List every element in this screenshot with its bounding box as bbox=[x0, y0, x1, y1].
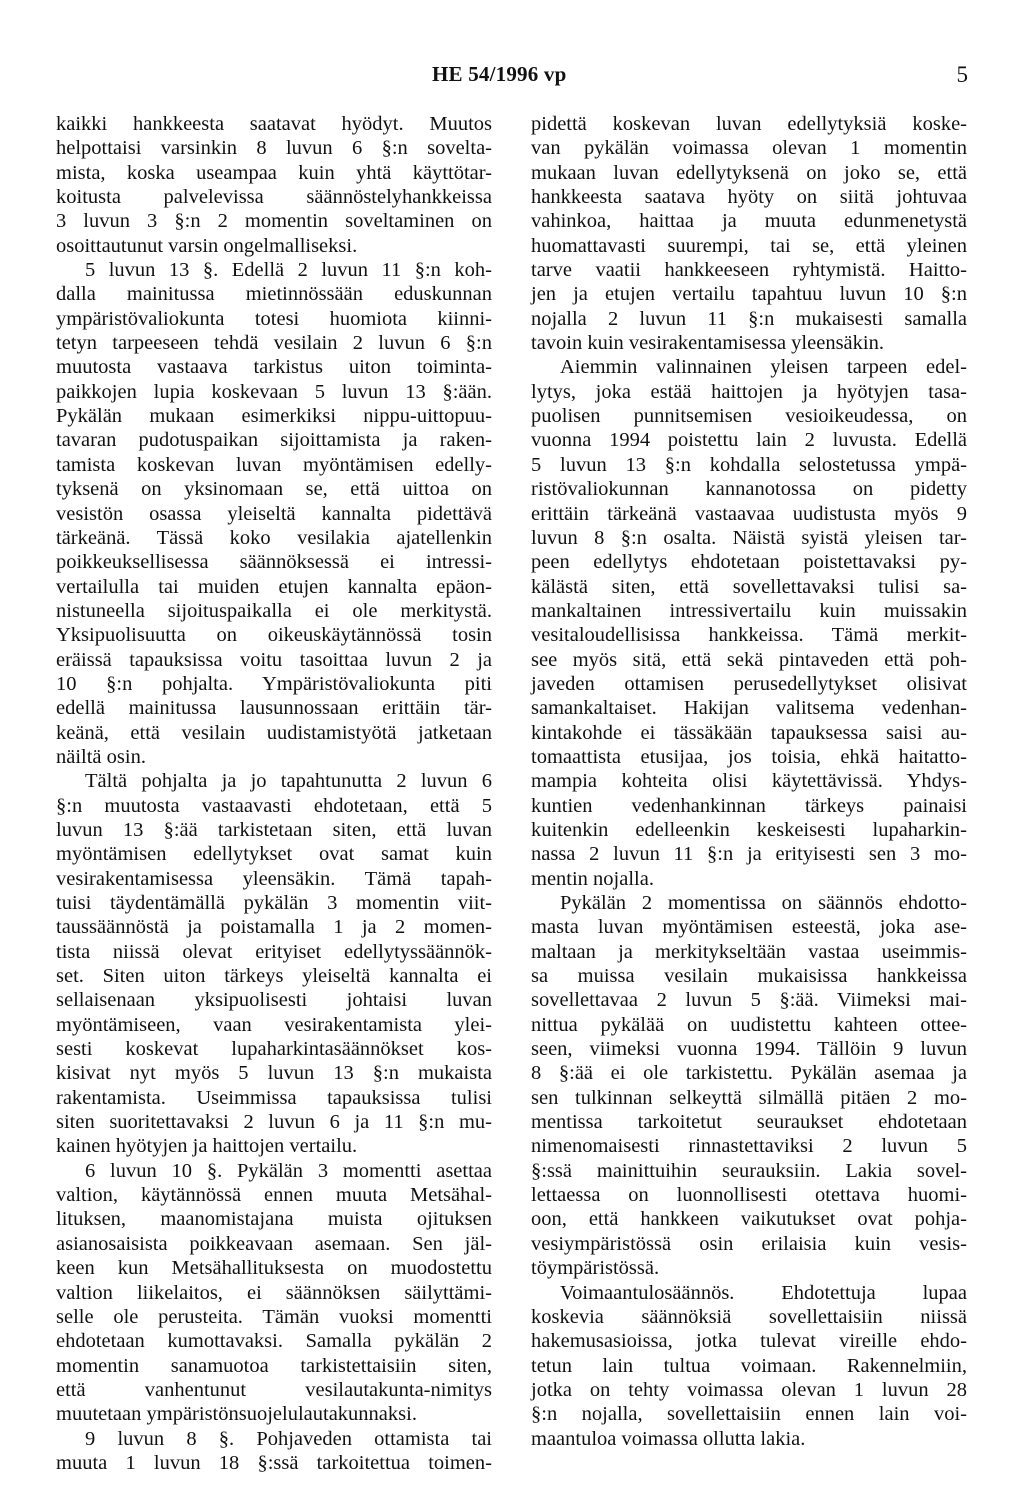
text-line: nimenomaisesti rinnastettaviksi 2 luvun 5 bbox=[531, 1135, 967, 1158]
text-line: poikkeuksellisessa säännöksessä ei intressi- bbox=[56, 551, 492, 574]
text-line: Tältä pohjalta ja jo tapahtunutta 2 luvun 6 bbox=[85, 770, 492, 793]
text-line: vesiympäristössä osin erilaisia kuin vesis- bbox=[531, 1232, 967, 1255]
text-line: kuntien vedenhankinnan tärkeys painaisi bbox=[531, 794, 967, 817]
text-line: kaikki hankkeesta saatavat hyödyt. Muutos bbox=[56, 113, 492, 135]
text-line: koskevia säännöksiä sovellettaisiin niissä bbox=[531, 1305, 967, 1328]
text-line: mukaan luvan edellytyksenä on joko se, että bbox=[531, 161, 967, 184]
text-line: nistuneella sijoituspaikalla ei ole merkitystä. bbox=[56, 599, 492, 622]
text-line: huomattavasti suurempi, tai se, että yleinen bbox=[531, 234, 967, 257]
text-line: see myös sitä, että sekä pintaveden että poh- bbox=[531, 648, 967, 671]
text-line: 6 luvun 10 §. Pykälän 3 momentti asettaa bbox=[85, 1159, 492, 1182]
text-line: 3 luvun 3 §:n 2 momentin soveltaminen on bbox=[56, 210, 492, 233]
text-line: valtion liikelaitos, ei säännöksen säilyttämi- bbox=[56, 1281, 492, 1304]
text-line: myöntämiseen, vaan vesirakentamista ylei- bbox=[56, 1013, 492, 1036]
text-line: muutetaan ympäristönsuojelulautakunnaksi. bbox=[56, 1403, 417, 1426]
text-line: siten suoritettavaksi 2 luvun 6 ja 11 §:n mu- bbox=[56, 1111, 492, 1134]
text-line: peen edellytys ehdotetaan poistettavaksi py- bbox=[531, 551, 967, 574]
text-line: tavaran pudotuspaikan sijoittamista ja raken- bbox=[56, 429, 492, 452]
text-line: muutosta vastaava tarkistus uiton toiminta- bbox=[56, 356, 492, 379]
text-line: 5 luvun 13 §:n kohdalla selostetussa ympä- bbox=[531, 453, 967, 476]
text-line: mista, koska useampaa kuin yhtä käyttötar- bbox=[56, 161, 492, 184]
text-line: että vanhentunut vesilautakunta-nimitys bbox=[56, 1378, 492, 1401]
text-line: jotka on tehty voimassa olevan 1 luvun 28 bbox=[531, 1378, 967, 1401]
text-line: kainen hyötyjen ja haittojen vertailu. bbox=[56, 1135, 358, 1158]
text-line: tetyn tarpeeseen tehdä vesilain 2 luvun 6 §:n bbox=[56, 332, 492, 355]
text-line: näiltä osin. bbox=[56, 745, 146, 768]
text-line: sellaisenaan yksipuolisesti johtaisi luvan bbox=[56, 989, 492, 1012]
text-line: sesti koskevat lupaharkintasäännökset kos- bbox=[56, 1038, 492, 1061]
text-line: mampia kohteita olisi käytettävissä. Yhdys- bbox=[531, 770, 967, 793]
text-line: rakentamista. Useimmissa tapauksissa tulisi bbox=[56, 1086, 492, 1109]
text-column-right bbox=[531, 112, 967, 1451]
text-line: dalla mainitussa mietinnössään eduskunnan bbox=[56, 283, 492, 306]
page-header bbox=[0, 62, 1024, 92]
text-line: ristövaliokunnan kannanotossa on pidetty bbox=[531, 478, 967, 501]
text-line: 5 luvun 13 §. Edellä 2 luvun 11 §:n koh- bbox=[85, 259, 492, 282]
text-line: lettaessa on luonnollisesti otettava huomi- bbox=[531, 1184, 967, 1207]
text-line: javeden ottamisen perusedellytykset olisivat bbox=[531, 672, 967, 695]
text-line: hakemusasioissa, jotka tulevat vireille ehdo- bbox=[531, 1330, 967, 1353]
text-line: tärkeänä. Tässä koko vesilakia ajatellenkin bbox=[56, 526, 492, 549]
text-line: tista niissä olevat erityiset edellytyssäännök- bbox=[56, 940, 492, 963]
text-line: vesitaloudellisissa hankkeissa. Tämä merkit- bbox=[531, 624, 967, 647]
text-line: kintakohde ei tässäkään tapauksessa saisi au- bbox=[531, 721, 967, 744]
text-line: tyksenä on yksinomaan se, että uittoa on bbox=[56, 478, 492, 501]
text-line: maantuloa voimassa ollutta lakia. bbox=[531, 1427, 806, 1450]
text-line: set. Siten uiton tärkeys yleiseltä kannalta ei bbox=[56, 965, 492, 988]
text-line: sa muissa vesilain mukaisissa hankkeissa bbox=[531, 965, 967, 988]
text-line: §:n nojalla, sovellettaisiin ennen lain voi- bbox=[531, 1403, 967, 1426]
page-number: 5 bbox=[956, 62, 968, 87]
text-line: van pykälän voimassa olevan 1 momentin bbox=[531, 137, 967, 160]
text-line: asianosaisista poikkeavaan asemaan. Sen jäl- bbox=[56, 1232, 492, 1255]
text-line: §:n muutosta vastaavasti ehdotetaan, että 5 bbox=[56, 794, 492, 817]
text-line: nassa 2 luvun 11 §:n ja erityisesti sen 3 mo- bbox=[531, 843, 967, 866]
text-line: tetun lain tultua voimaan. Rakennelmiin, bbox=[531, 1354, 967, 1377]
text-line: puolisen punnitsemisen vesioikeudessa, on bbox=[531, 405, 967, 428]
text-line: keen kun Metsähallituksesta on muodostettu bbox=[56, 1257, 492, 1280]
text-line: eräissä tapauksissa voitu tasoittaa luvun 2 ja bbox=[56, 648, 492, 671]
text-line: tuisi täydentämällä pykälän 3 momentin viit- bbox=[56, 892, 492, 914]
text-line: mentin nojalla. bbox=[531, 867, 654, 890]
text-line: keänä, että vesilain uudistamistyötä jatketaan bbox=[56, 721, 492, 744]
text-line: muuta 1 luvun 18 §:ssä tarkoitettua toimen- bbox=[56, 1451, 492, 1474]
text-line: tomaattista etusijaa, jos toisia, ehkä haitatto- bbox=[531, 745, 967, 768]
text-line: samankaltaiset. Hakijan valitsema vedenhan- bbox=[531, 697, 967, 720]
text-line: tarve vaatii hankkeeseen ryhtymistä. Haitto- bbox=[531, 259, 967, 282]
text-line: tamista koskevan luvan myöntämisen edelly- bbox=[56, 453, 492, 476]
text-line: nittua pykälää on uudistettu kahteen ottee- bbox=[531, 1013, 967, 1036]
text-line: 10 §:n pohjalta. Ympäristövaliokunta piti bbox=[56, 672, 492, 695]
text-line: oon, että hankkeen vaikutukset ovat pohja- bbox=[531, 1208, 967, 1231]
text-line: masta luvan myöntämisen esteestä, joka ase- bbox=[531, 916, 967, 939]
text-line: Pykälän mukaan esimerkiksi nippu-uittopuu- bbox=[56, 405, 492, 428]
text-line: vesistön osassa yleiseltä kannalta pidettävä bbox=[56, 502, 492, 525]
text-line: pidettä koskevan luvan edellytyksiä koske- bbox=[531, 113, 967, 135]
document-id: HE 54/1996 vp bbox=[432, 62, 567, 86]
text-line: vertailulla tai muiden etujen kannalta epäon- bbox=[56, 575, 492, 598]
text-line: §:ssä mainittuihin seurauksiin. Lakia sovel- bbox=[531, 1159, 967, 1182]
text-line: helpottaisi varsinkin 8 luvun 6 §:n sovelta- bbox=[56, 137, 492, 160]
text-line: Aiemmin valinnainen yleisen tarpeen edel- bbox=[560, 356, 967, 379]
text-line: koitusta palvelevissa säännöstelyhankkeissa bbox=[56, 186, 492, 209]
text-line: Yksipuolisuutta on oikeuskäytännössä tosin bbox=[56, 624, 492, 647]
text-line: momentin sanamuotoa tarkistettaisiin siten, bbox=[56, 1354, 492, 1377]
text-line: kuitenkin edelleenkin keskeisesti lupaharkin- bbox=[531, 818, 967, 841]
text-line: Voimaantulosäännös. Ehdotettuja lupaa bbox=[560, 1281, 967, 1304]
text-line: vuonna 1994 poistettu lain 2 luvusta. Edellä bbox=[531, 429, 967, 452]
text-line: 8 §:ää ei ole tarkistettu. Pykälän asemaa ja bbox=[531, 1062, 967, 1085]
text-line: selle ole perusteita. Tämän vuoksi momentti bbox=[56, 1305, 492, 1328]
text-line: seen, viimeksi vuonna 1994. Tällöin 9 luvun bbox=[531, 1038, 967, 1061]
text-line: valtion, käytännössä ennen muuta Metsähal- bbox=[56, 1184, 492, 1207]
text-line: nojalla 2 luvun 11 §:n mukaisesti samalla bbox=[531, 307, 967, 330]
text-line: luvun 13 §:ää tarkistetaan siten, että luvan bbox=[56, 818, 492, 841]
text-line: hankkeesta saatava hyöty on siitä johtuvaa bbox=[531, 186, 967, 209]
text-line: maltaan ja merkitykseltään vastaa useimmis- bbox=[531, 940, 967, 963]
text-line: ehdotetaan kumottavaksi. Samalla pykälän 2 bbox=[56, 1330, 492, 1353]
text-line: vesirakentamisessa yleensäkin. Tämä tapah- bbox=[56, 867, 492, 890]
text-line: luvun 8 §:n osalta. Näistä syistä yleisen tar- bbox=[531, 526, 967, 549]
text-line: jen ja etujen vertailu tapahtuu luvun 10 §:n bbox=[531, 283, 967, 306]
text-line: osoittautunut varsin ongelmalliseksi. bbox=[56, 234, 358, 257]
text-line: kisivat nyt myös 5 luvun 13 §:n mukaista bbox=[56, 1062, 492, 1085]
text-line: myöntämisen edellytykset ovat samat kuin bbox=[56, 843, 492, 866]
text-line: paikkojen lupia koskevaan 5 luvun 13 §:ään. bbox=[56, 380, 492, 403]
text-line: ympäristövaliokunta totesi huomiota kiinni- bbox=[56, 307, 492, 330]
text-line: vahinkoa, haittaa ja muuta edunmenetystä bbox=[531, 210, 967, 233]
text-line: sovellettavaa 2 luvun 5 §:ää. Viimeksi mai- bbox=[531, 989, 967, 1012]
text-line: mankaltainen intressivertailu kuin muissakin bbox=[531, 599, 967, 622]
text-line: erittäin tärkeänä vastaavaa uudistusta myös 9 bbox=[531, 502, 967, 525]
text-line: sen tulkinnan selkeyttä silmällä pitäen 2 mo- bbox=[531, 1086, 967, 1109]
text-line: töympäristössä. bbox=[531, 1257, 660, 1280]
text-line: lytys, joka estää haittojen ja hyötyjen tasa- bbox=[531, 380, 967, 403]
text-line: taussäännöstä ja poistamalla 1 ja 2 momen- bbox=[56, 916, 492, 939]
text-column-left bbox=[56, 112, 492, 1475]
text-line: edellä mainitussa lausunnossaan erittäin tär- bbox=[56, 697, 492, 720]
text-line: mentissa tarkoitetut seuraukset ehdotetaan bbox=[531, 1111, 967, 1134]
text-line: Pykälän 2 momentissa on säännös ehdotto- bbox=[560, 892, 967, 914]
text-line: kälästä siten, että sovellettavaksi tulisi sa- bbox=[531, 575, 967, 598]
text-line: tavoin kuin vesirakentamisessa yleensäkin. bbox=[531, 332, 884, 355]
text-line: lituksen, maanomistajana muista ojituksen bbox=[56, 1208, 492, 1231]
text-line: 9 luvun 8 §. Pohjaveden ottamista tai bbox=[85, 1427, 492, 1450]
